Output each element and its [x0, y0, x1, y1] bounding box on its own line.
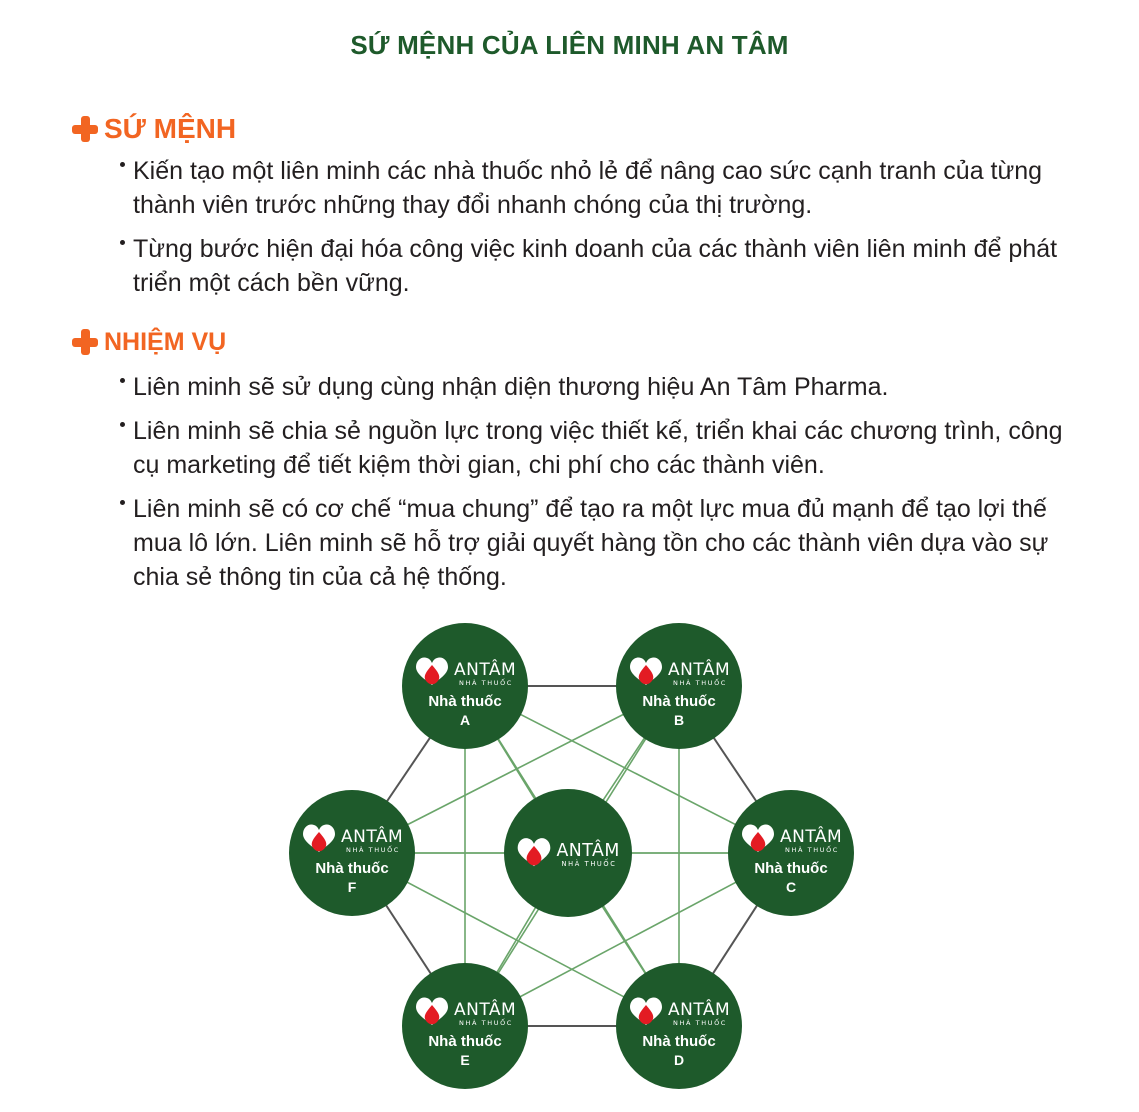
node-label: Nhà thuốc [428, 693, 502, 710]
node-letter: D [673, 1052, 685, 1068]
brand-name: ANTÂM [668, 660, 731, 680]
node-letter: A [459, 712, 471, 728]
brand-name: ANTÂM [454, 1000, 517, 1020]
node-center [504, 789, 632, 917]
antam-logo [518, 838, 620, 868]
brand-name: ANTÂM [454, 660, 517, 680]
antam-logo [630, 657, 730, 687]
node-label: Nhà thuốc [315, 860, 389, 877]
brand-subtitle: NHÀ THUỐC [561, 860, 617, 869]
node-pharmacy-c [728, 790, 854, 916]
nodes [289, 623, 854, 1089]
mission-heading-text: SỨ MỆNH [104, 113, 237, 144]
page-title: SỨ MỆNH CỦA LIÊN MINH AN TÂM [350, 30, 789, 60]
antam-logo [630, 997, 730, 1027]
brand-subtitle: NHÀ THUỐC [785, 846, 839, 854]
task-item-text: Liên minh sẽ chia sẻ nguồn lực trong việc thiết kế, triển khai các chương trình, công cụ marketing để tiết kiệm thời gian, chi phí cho các thành viên. [133, 417, 1063, 479]
node-letter: E [460, 1052, 470, 1068]
node-label: Nhà thuốc [642, 1033, 716, 1050]
brand-name: ANTÂM [341, 827, 404, 847]
task-item-text: Liên minh sẽ sử dụng cùng nhận diện thương hiệu An Tâm Pharma. [133, 373, 889, 401]
antam-logo [416, 657, 516, 687]
antam-logo [303, 824, 403, 854]
brand-name: ANTÂM [668, 1000, 731, 1020]
node-pharmacy-a [402, 623, 528, 749]
brand-subtitle: NHÀ THUỐC [459, 1019, 513, 1027]
node-pharmacy-f [289, 790, 415, 916]
mission-item-text: Từng bước hiện đại hóa công việc kinh doanh của các thành viên liên minh để phát triển một cách bền vững. [133, 235, 1058, 297]
node-pharmacy-b [616, 623, 742, 749]
node-letter: F [347, 879, 357, 895]
node-letter: C [785, 879, 797, 895]
brand-subtitle: NHÀ THUỐC [673, 1019, 727, 1027]
antam-logo [742, 824, 842, 854]
node-label: Nhà thuốc [428, 1033, 502, 1050]
tasks-heading-text: NHIỆM VỤ [104, 327, 227, 356]
brand-subtitle: NHÀ THUỐC [346, 846, 400, 854]
node-label: Nhà thuốc [642, 693, 716, 710]
task-item-text: Liên minh sẽ có cơ chế “mua chung” để tạo ra một lực mua đủ mạnh để tạo lợi thế mua lô lớn. Liên minh sẽ hỗ trợ giải quyết hàng tồn cho các thành viên dựa vào sự chia sẻ thông tin của cả hệ thống. [133, 495, 1049, 591]
antam-logo [416, 997, 516, 1027]
node-label: Nhà thuốc [754, 860, 828, 877]
brand-subtitle: NHÀ THUỐC [673, 679, 727, 687]
node-letter: B [673, 712, 685, 728]
brand-subtitle: NHÀ THUỐC [459, 679, 513, 687]
node-pharmacy-d [616, 963, 742, 1089]
brand-name: ANTÂM [556, 841, 620, 862]
brand-name: ANTÂM [780, 827, 843, 847]
node-pharmacy-e [402, 963, 528, 1089]
mission-item-text: Kiến tạo một liên minh các nhà thuốc nhỏ lẻ để nâng cao sức cạnh tranh của từng thành viên trước những thay đổi nhanh chóng của thị trường. [133, 157, 1043, 219]
